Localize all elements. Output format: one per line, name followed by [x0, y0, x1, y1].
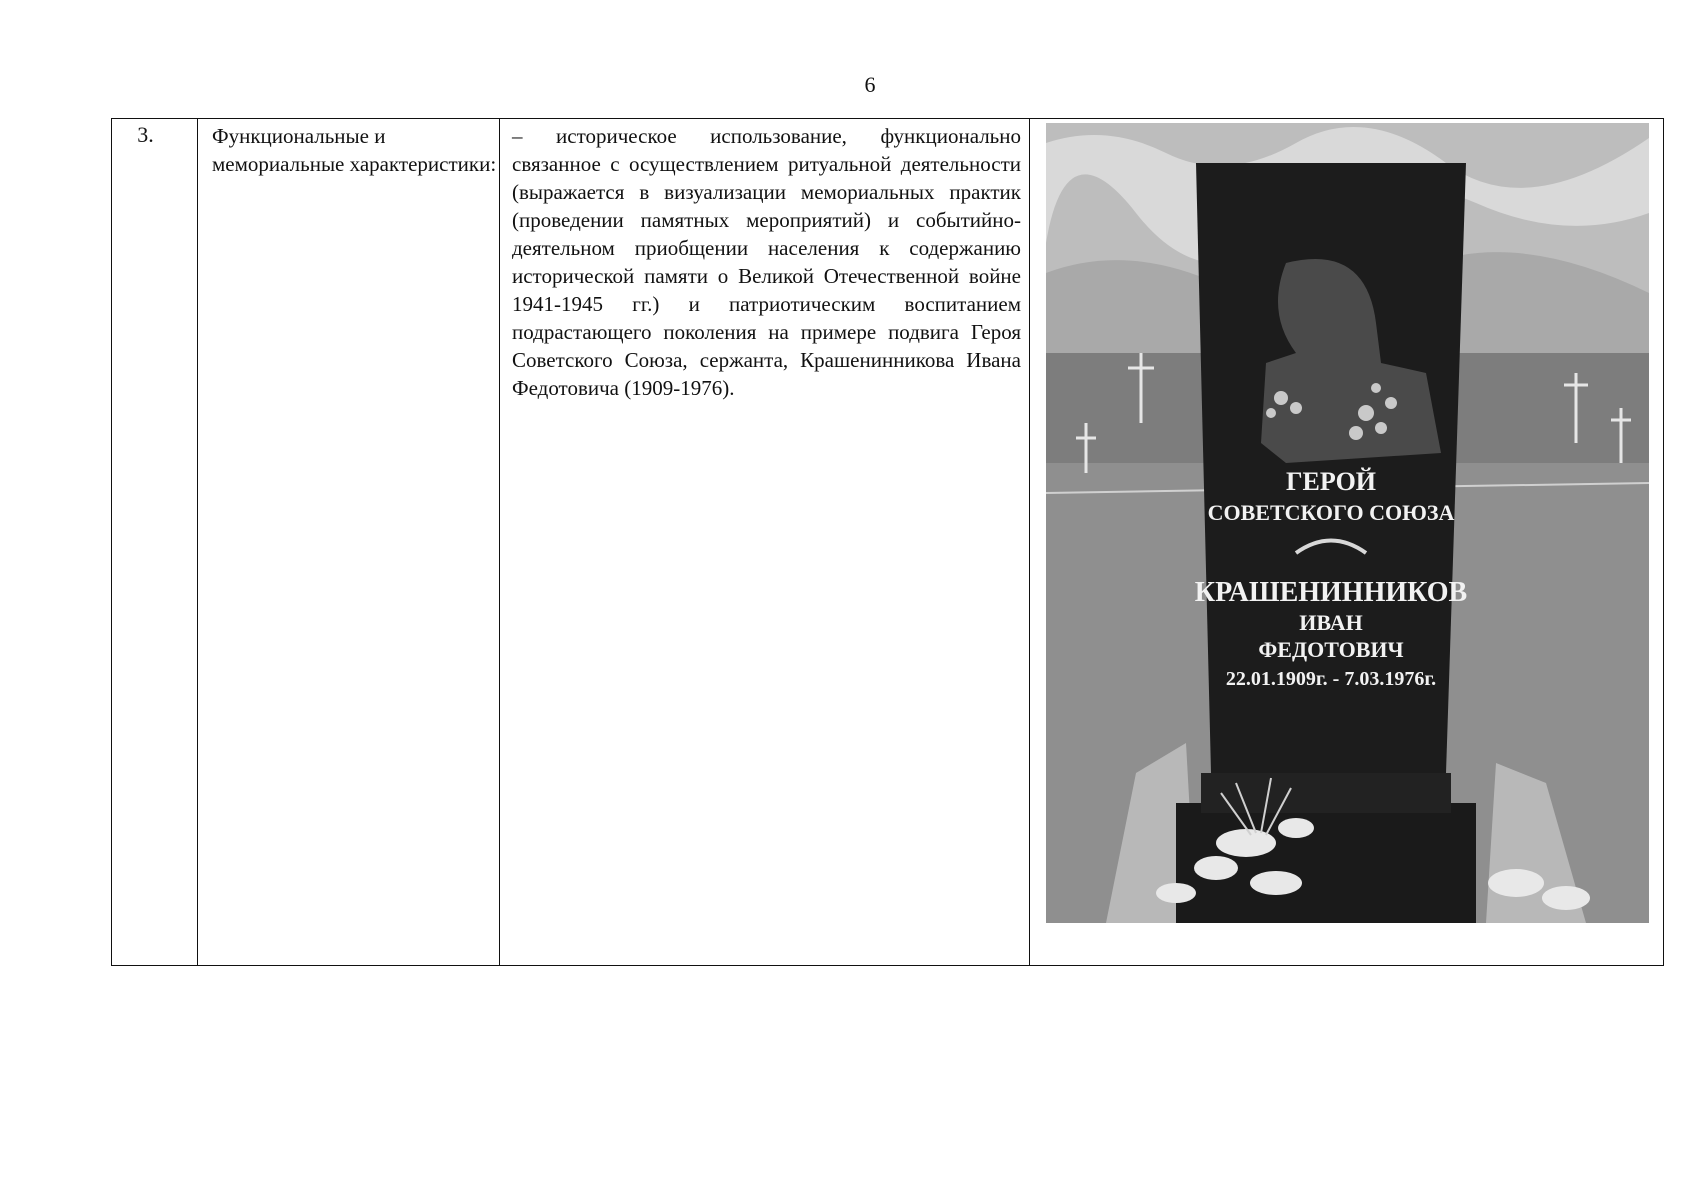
- monument-title-line1: ГЕРОЙ: [1285, 467, 1377, 496]
- characteristic-name: Функциональные и мемориальные характеристики:: [198, 119, 500, 966]
- monument-first-name: ИВАН: [1299, 610, 1363, 635]
- monument-dates: 22.01.1909г. - 7.03.1976г.: [1225, 668, 1437, 690]
- monument-title-line2: СОВЕТСКОГО СОЮЗА: [1207, 500, 1455, 525]
- page-number: 6: [864, 72, 876, 97]
- table-row: [112, 119, 1664, 966]
- monument-patronymic: ФЕДОТОВИЧ: [1258, 637, 1404, 662]
- characteristic-description: – историческое использование, функционально связанное с осуществлением ритуальной деятельности (выражается в визуализации мемориальных практик (проведении памятных мероприятий) и событийно-деятельном приобщении населения к содержанию исторической памяти о Великой Отечественной войне 1941-1945 гг.) и патриотическим воспитанием подрастающего поколения на примере подвига Героя Советского Союза, сержанта, Крашенинникова Ивана Федотовича (1909-1976).: [500, 119, 1030, 966]
- monument-photo: [1046, 123, 1649, 923]
- row-number: 3.: [112, 119, 198, 966]
- photo-cell: [1030, 119, 1664, 966]
- monument-surname: КРАШЕНИННИКОВ: [1194, 577, 1468, 608]
- characteristics-table: [111, 118, 1664, 966]
